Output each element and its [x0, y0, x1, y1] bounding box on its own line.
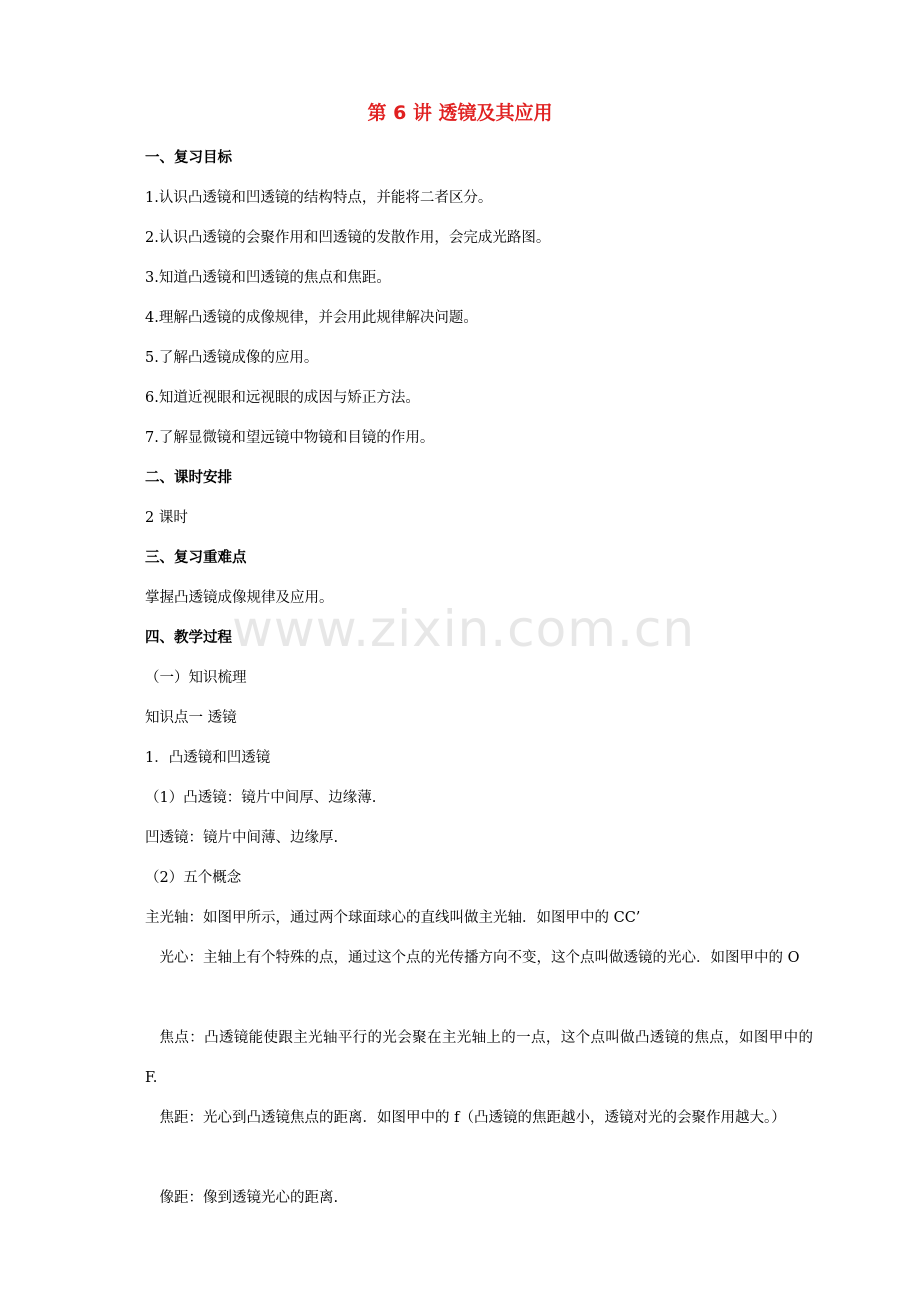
section-heading-process: 四、教学过程	[145, 630, 232, 646]
concave-lens-text: 凹透镜：镜片中间薄、边缘厚.	[145, 830, 339, 846]
goal-item-1: 1.认识凸透镜和凹透镜的结构特点，并能将二者区分。	[145, 190, 493, 206]
principal-axis-text: 主光轴：如图甲所示，通过两个球面球心的直线叫做主光轴．如图甲中的 CC’	[145, 910, 641, 926]
goal-item-7: 7.了解显微镜和望远镜中物镜和目镜的作用。	[145, 430, 435, 446]
section-heading-goals: 一、复习目标	[145, 150, 232, 166]
section-heading-key-points: 三、复习重难点	[145, 550, 247, 566]
item-lens-types: 1．凸透镜和凹透镜	[145, 750, 271, 766]
optical-center-text: 光心：主轴上有个特殊的点，通过这个点的光传播方向不变，这个点叫做透镜的光心．如图甲中的 O	[159, 950, 800, 966]
focus-text: 焦点：凸透镜能使跟主光轴平行的光会聚在主光轴上的一点，这个点叫做凸透镜的焦点，如图甲中的 F.	[145, 1030, 813, 1086]
schedule-text: 2 课时	[145, 510, 188, 526]
subsection-knowledge: （一）知识梳理	[145, 670, 247, 686]
goal-item-4: 4.理解凸透镜的成像规律，并会用此规律解决问题。	[145, 310, 478, 326]
key-points-text: 掌握凸透镜成像规律及应用。	[145, 590, 334, 606]
page-title: 第 6 讲 透镜及其应用	[367, 102, 553, 124]
knowledge-point-1: 知识点一 透镜	[145, 710, 237, 726]
goal-item-2: 2.认识凸透镜的会聚作用和凹透镜的发散作用，会完成光路图。	[145, 230, 551, 246]
goal-item-5: 5.了解凸透镜成像的应用。	[145, 350, 319, 366]
section-heading-schedule: 二、课时安排	[145, 470, 232, 486]
five-concepts-heading: （2）五个概念	[145, 870, 242, 886]
watermark: www.zixin.com.cn	[232, 600, 696, 658]
goal-item-6: 6.知道近视眼和远视眼的成因与矫正方法。	[145, 390, 420, 406]
convex-lens-text: （1）凸透镜：镜片中间厚、边缘薄.	[145, 790, 377, 806]
image-distance-text: 像距：像到透镜光心的距离.	[159, 1190, 339, 1206]
goal-item-3: 3.知道凸透镜和凹透镜的焦点和焦距。	[145, 270, 391, 286]
focal-length-text: 焦距：光心到凸透镜焦点的距离．如图甲中的 f（凸透镜的焦距越小，透镜对光的会聚作用越大。）	[159, 1110, 786, 1126]
